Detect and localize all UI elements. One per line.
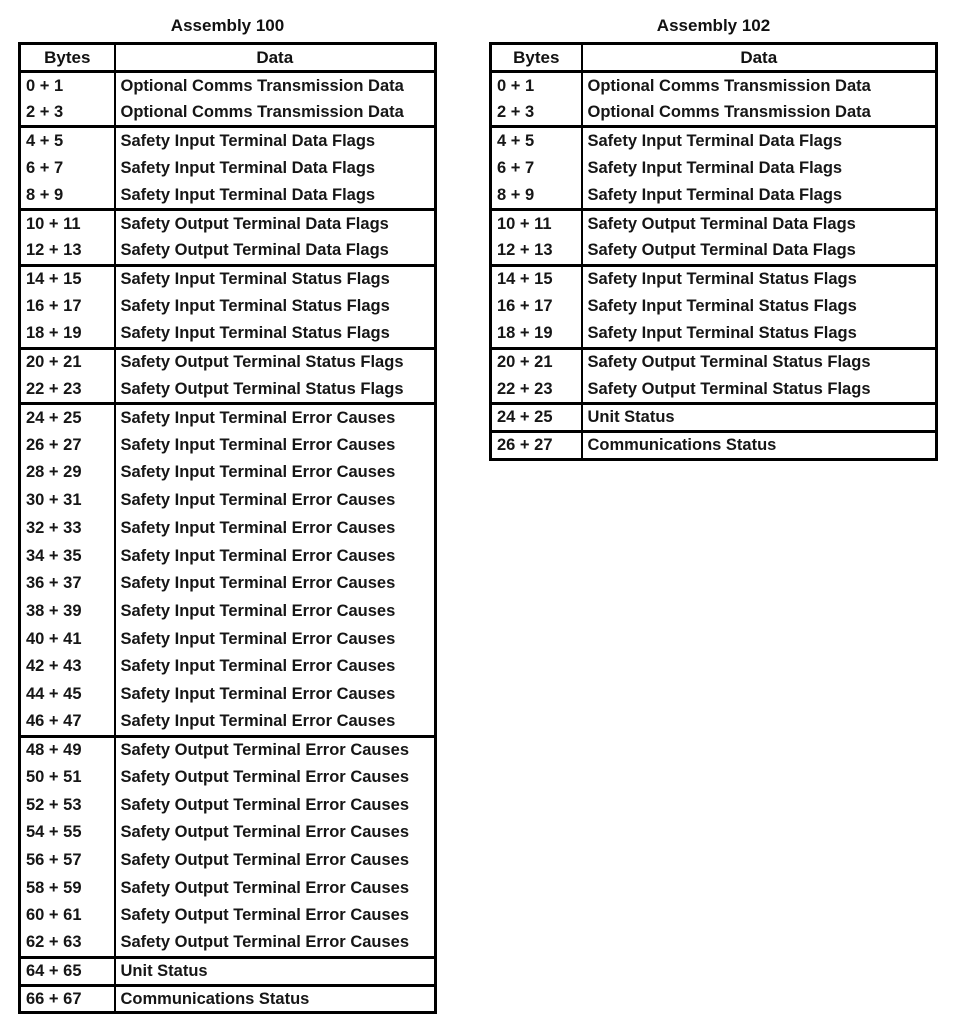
- table-row: [20, 902, 436, 930]
- table-row: [20, 404, 436, 432]
- table-row: [20, 431, 436, 459]
- assembly-102-table: [489, 42, 938, 461]
- data-cell: Safety Input Terminal Data Flags: [115, 127, 436, 155]
- table-row: [491, 238, 937, 266]
- row-group: [20, 127, 436, 210]
- data-cell: Safety Input Terminal Error Causes: [115, 459, 436, 487]
- table-row: [20, 847, 436, 875]
- bytes-cell: 10 + 11: [26, 215, 81, 234]
- data-cell: Safety Input Terminal Status Flags: [115, 321, 436, 349]
- row-group: [20, 736, 436, 958]
- table-row: [491, 265, 937, 293]
- data-cell: Safety Output Terminal Error Causes: [115, 819, 436, 847]
- header-row: [20, 44, 436, 72]
- data-cell: Optional Comms Transmission Data: [582, 99, 937, 127]
- bytes-cell: 32 + 33: [26, 518, 82, 537]
- data-cell: Communications Status: [115, 985, 436, 1013]
- row-group: [20, 985, 436, 1013]
- data-cell: Safety Input Terminal Error Causes: [115, 515, 436, 543]
- row-group: [491, 431, 937, 459]
- data-cell: Safety Output Terminal Error Causes: [115, 764, 436, 792]
- column-header-data: Data: [115, 44, 436, 72]
- table-row: [491, 99, 937, 127]
- bytes-cell: 16 + 17: [497, 297, 553, 316]
- bytes-cell: 10 + 11: [497, 215, 552, 234]
- bytes-cell: 12 + 13: [26, 241, 82, 260]
- table-title: Assembly 102: [656, 16, 771, 35]
- table-row: [20, 72, 436, 100]
- data-cell: Optional Comms Transmission Data: [582, 72, 937, 100]
- table-row: [491, 293, 937, 321]
- row-group: [491, 127, 937, 210]
- bytes-cell: 2 + 3: [497, 102, 535, 121]
- bytes-cell: 52 + 53: [26, 795, 82, 814]
- data-cell: Communications Status: [582, 431, 937, 459]
- table-row: [20, 598, 436, 626]
- data-cell: Safety Input Terminal Error Causes: [115, 625, 436, 653]
- data-cell: Safety Output Terminal Data Flags: [115, 210, 436, 238]
- data-cell: Safety Input Terminal Data Flags: [582, 182, 937, 210]
- data-cell: Safety Output Terminal Error Causes: [115, 736, 436, 764]
- column-header-bytes: Bytes: [513, 47, 560, 67]
- bytes-cell: 24 + 25: [26, 408, 82, 427]
- bytes-cell: 4 + 5: [26, 131, 64, 150]
- table-row: [20, 487, 436, 515]
- bytes-cell: 26 + 27: [497, 435, 553, 454]
- assembly-102-block: [489, 13, 938, 461]
- table-row: [491, 72, 937, 100]
- data-cell: Unit Status: [582, 404, 937, 432]
- table-row: [20, 265, 436, 293]
- table-row: [20, 681, 436, 709]
- data-cell: Optional Comms Transmission Data: [115, 72, 436, 100]
- row-group: [491, 404, 937, 432]
- table-row: [20, 293, 436, 321]
- data-cell: Safety Output Terminal Error Causes: [115, 847, 436, 875]
- row-group: [20, 265, 436, 348]
- assembly-100-block: [18, 13, 437, 1014]
- table-row: [20, 819, 436, 847]
- bytes-cell: 28 + 29: [26, 463, 82, 482]
- bytes-cell: 8 + 9: [26, 185, 64, 204]
- table-row: [20, 985, 436, 1013]
- bytes-cell: 40 + 41: [26, 629, 82, 648]
- data-cell: Safety Output Terminal Data Flags: [582, 210, 937, 238]
- data-cell: Optional Comms Transmission Data: [115, 99, 436, 127]
- data-cell: Safety Input Terminal Error Causes: [115, 431, 436, 459]
- bytes-cell: 2 + 3: [26, 102, 64, 121]
- data-cell: Safety Input Terminal Data Flags: [115, 155, 436, 183]
- table-row: [491, 127, 937, 155]
- bytes-cell: 64 + 65: [26, 961, 82, 980]
- bytes-cell: 18 + 19: [497, 324, 553, 343]
- table-row: [20, 708, 436, 736]
- bytes-cell: 0 + 1: [26, 76, 64, 95]
- bytes-cell: 46 + 47: [26, 711, 82, 730]
- data-cell: Safety Output Terminal Data Flags: [115, 238, 436, 266]
- data-cell: Safety Input Terminal Error Causes: [115, 570, 436, 598]
- row-group: [491, 348, 937, 403]
- data-cell: Safety Output Terminal Error Causes: [115, 930, 436, 958]
- bytes-cell: 22 + 23: [497, 379, 553, 398]
- bytes-cell: 0 + 1: [497, 76, 535, 95]
- row-group: [20, 404, 436, 736]
- bytes-cell: 66 + 67: [26, 989, 82, 1008]
- table-row: [20, 570, 436, 598]
- assembly-100-table: [18, 42, 437, 1014]
- table-row: [491, 321, 937, 349]
- table-row: [20, 874, 436, 902]
- bytes-cell: 6 + 7: [26, 158, 64, 177]
- table-title: Assembly 100: [170, 16, 285, 35]
- table-row: [491, 376, 937, 404]
- table-row: [20, 155, 436, 183]
- bytes-cell: 24 + 25: [497, 408, 553, 427]
- bytes-cell: 20 + 21: [497, 353, 553, 372]
- data-cell: Safety Input Terminal Data Flags: [582, 155, 937, 183]
- bytes-cell: 38 + 39: [26, 601, 82, 620]
- bytes-cell: 56 + 57: [26, 851, 82, 870]
- column-header-bytes: Bytes: [44, 47, 91, 67]
- data-cell: Safety Input Terminal Error Causes: [115, 653, 436, 681]
- data-cell: Safety Output Terminal Data Flags: [582, 238, 937, 266]
- table-row: [491, 155, 937, 183]
- data-cell: Safety Output Terminal Error Causes: [115, 902, 436, 930]
- table-row: [20, 515, 436, 543]
- bytes-cell: 30 + 31: [26, 491, 82, 510]
- data-cell: Safety Output Terminal Status Flags: [582, 376, 937, 404]
- table-row: [20, 99, 436, 127]
- data-cell: Safety Input Terminal Status Flags: [115, 265, 436, 293]
- table-row: [20, 930, 436, 958]
- table-row: [20, 653, 436, 681]
- table-row: [491, 404, 937, 432]
- table-row: [20, 625, 436, 653]
- bytes-cell: 36 + 37: [26, 574, 82, 593]
- bytes-cell: 54 + 55: [26, 823, 82, 842]
- data-cell: Safety Input Terminal Data Flags: [115, 182, 436, 210]
- row-group: [491, 265, 937, 348]
- header-row: [491, 44, 937, 72]
- table-row: [20, 238, 436, 266]
- data-cell: Safety Input Terminal Data Flags: [582, 127, 937, 155]
- bytes-cell: 50 + 51: [26, 768, 82, 787]
- data-cell: Safety Input Terminal Error Causes: [115, 404, 436, 432]
- bytes-cell: 20 + 21: [26, 353, 82, 372]
- table-row: [20, 321, 436, 349]
- data-cell: Safety Input Terminal Error Causes: [115, 542, 436, 570]
- data-cell: Safety Output Terminal Status Flags: [115, 376, 436, 404]
- data-cell: Safety Output Terminal Error Causes: [115, 791, 436, 819]
- table-row: [20, 376, 436, 404]
- table-row: [491, 431, 937, 459]
- row-group: [491, 72, 937, 127]
- bytes-cell: 16 + 17: [26, 297, 82, 316]
- data-cell: Safety Output Terminal Status Flags: [582, 348, 937, 376]
- bytes-cell: 60 + 61: [26, 906, 82, 925]
- table-row: [20, 736, 436, 764]
- data-cell: Safety Input Terminal Status Flags: [582, 321, 937, 349]
- table-row: [20, 182, 436, 210]
- bytes-cell: 34 + 35: [26, 546, 82, 565]
- row-group: [20, 210, 436, 265]
- data-cell: Safety Input Terminal Error Causes: [115, 708, 436, 736]
- data-cell: Safety Output Terminal Status Flags: [115, 348, 436, 376]
- table-row: [20, 459, 436, 487]
- table-row: [20, 958, 436, 986]
- table-row: [20, 764, 436, 792]
- bytes-cell: 22 + 23: [26, 379, 82, 398]
- row-group: [491, 210, 937, 265]
- table-row: [491, 182, 937, 210]
- data-cell: Safety Input Terminal Error Causes: [115, 487, 436, 515]
- bytes-cell: 58 + 59: [26, 878, 82, 897]
- data-cell: Safety Input Terminal Error Causes: [115, 598, 436, 626]
- bytes-cell: 12 + 13: [497, 241, 553, 260]
- row-group: [20, 72, 436, 127]
- bytes-cell: 18 + 19: [26, 324, 82, 343]
- data-cell: Safety Input Terminal Status Flags: [115, 293, 436, 321]
- table-row: [20, 210, 436, 238]
- data-cell: Safety Input Terminal Status Flags: [582, 293, 937, 321]
- bytes-cell: 14 + 15: [497, 270, 553, 289]
- data-cell: Safety Input Terminal Status Flags: [582, 265, 937, 293]
- data-cell: Safety Output Terminal Error Causes: [115, 874, 436, 902]
- bytes-cell: 4 + 5: [497, 131, 535, 150]
- table-row: [20, 127, 436, 155]
- bytes-cell: 6 + 7: [497, 158, 535, 177]
- data-cell: Unit Status: [115, 958, 436, 986]
- row-group: [20, 958, 436, 986]
- bytes-cell: 14 + 15: [26, 270, 82, 289]
- bytes-cell: 44 + 45: [26, 684, 82, 703]
- row-group: [20, 348, 436, 403]
- bytes-cell: 62 + 63: [26, 933, 82, 952]
- table-row: [20, 791, 436, 819]
- data-cell: Safety Input Terminal Error Causes: [115, 681, 436, 709]
- table-row: [20, 348, 436, 376]
- table-row: [491, 348, 937, 376]
- column-header-data: Data: [582, 44, 937, 72]
- bytes-cell: 26 + 27: [26, 435, 82, 454]
- table-row: [20, 542, 436, 570]
- bytes-cell: 8 + 9: [497, 185, 535, 204]
- bytes-cell: 42 + 43: [26, 657, 82, 676]
- bytes-cell: 48 + 49: [26, 741, 82, 760]
- table-row: [491, 210, 937, 238]
